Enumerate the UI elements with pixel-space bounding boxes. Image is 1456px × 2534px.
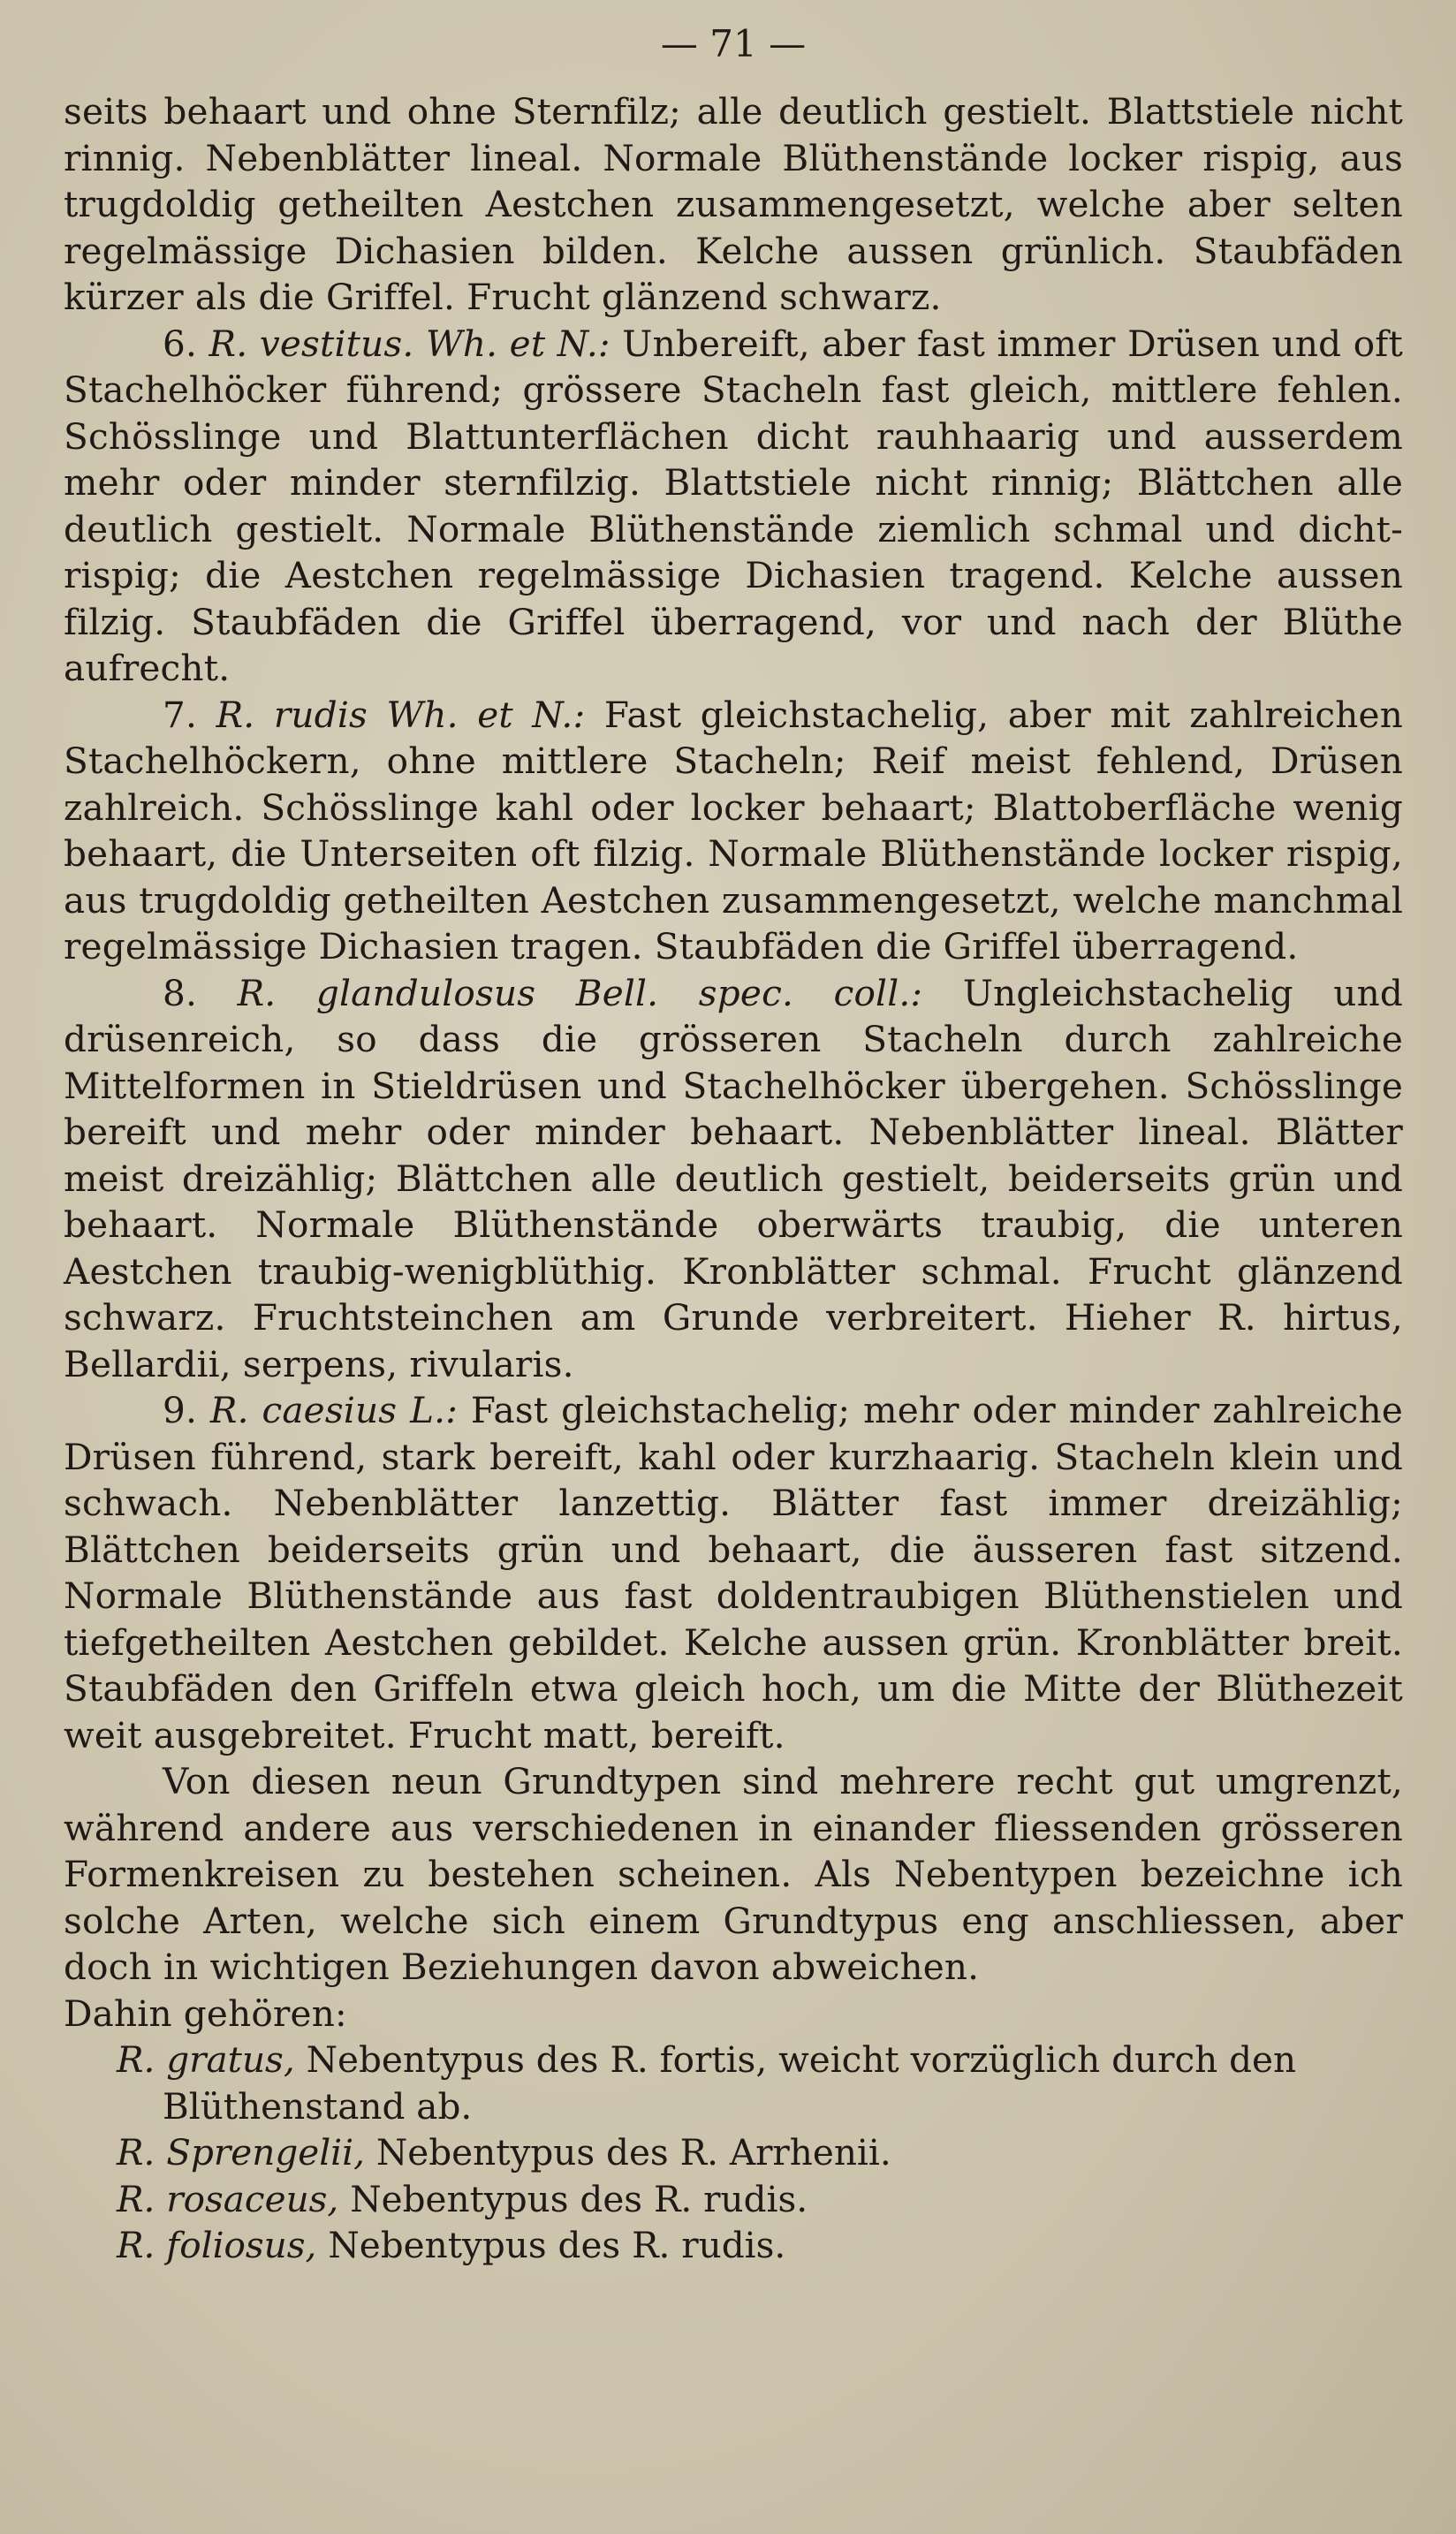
list-item [64, 2037, 1403, 2129]
entry-paragraph [64, 321, 1403, 692]
list-item [64, 2129, 1403, 2176]
entry-number: 7. [163, 693, 198, 736]
list-item-text: Nebentypus des R. rudis. [328, 2224, 786, 2266]
species-name: R. foliosus, [117, 2224, 317, 2266]
list-item [64, 2222, 1403, 2269]
species-name: R. Sprengelii, [117, 2131, 365, 2174]
closing-paragraph: Von diesen neun Grundtypen sind mehrere recht gut umgrenzt, während andere aus verschiedenen in einander fliessenden grösseren Formenkreisen zu bestehen scheinen. Als Nebentypen bezeichne ich solche Arten, welche sich einem Grundtypus eng anschliessen, aber doch in wichtigen Beziehungen davon abweichen. [64, 1760, 1403, 1988]
species-name: R. rudis Wh. et N.: [216, 693, 586, 736]
intro-paragraph: seits behaart und ohne Sternfilz; alle deutlich gestielt. Blattstiele nicht rinnig. Nebenblätter lineal. Normale Blüthenstände locker rispig, aus trugdoldig getheilten Aestchen zusammengesetzt, welche aber selten regelmässige Dichasien bilden. Kelche aussen grünlich. Staubfäden kürzer als die Griffel. Frucht glänzend schwarz. [64, 90, 1403, 318]
entry-number: 8. [163, 971, 198, 1014]
species-name: R. vestitus. Wh. et N.: [209, 322, 610, 365]
species-name: R. caesius L.: [209, 1389, 459, 1431]
entry-number: 9. [163, 1389, 198, 1431]
species-name: R. glandulosus Bell. spec. coll.: [237, 971, 923, 1014]
entry-text: Ungleichstachelig und drüsenreich, so dass die grösseren Stacheln durch zahlreiche Mittelformen in Stieldrüsen und Stachelhöcker übergehen. Schösslinge bereift und mehr oder minder behaart. Nebenblätter lineal. Blätter meist dreizählig; Blättchen alle deutlich gestielt, beiderseits grün und behaart. Normale Blüthenstände oberwärts traubig, die unteren Aestchen traubig-wenigblüthig. Kronblätter schmal. Frucht glänzend schwarz. Fruchtsteinchen am Grunde verbreitert. Hieher R. hirtus, Bellardii, serpens, rivularis. [64, 971, 1403, 1385]
entry-paragraph [64, 1387, 1403, 1758]
list-intro: Dahin gehören: [64, 1992, 347, 2035]
entry-text: Fast gleichstachelig, aber mit zahlreichen Stachelhöckern, ohne mittlere Stacheln; Reif meist fehlend, Drüsen zahlreich. Schösslinge kahl oder locker behaart; Blattoberfläche wenig behaart, die Unterseiten oft filzig. Normale Blüthenstände locker rispig, aus trugdoldig getheilten Aestchen zusammengesetzt, welche manchmal regelmässige Dichasien tragen. Staubfäden die Griffel überragend. [64, 693, 1404, 967]
list-item-text: Nebentypus des R. rudis. [350, 2177, 808, 2220]
species-name: R. gratus, [117, 2038, 295, 2081]
entry-paragraph [64, 970, 1403, 1388]
entry-text: Fast gleichstachelig; mehr oder minder zahlreiche Drüsen führend, stark bereift, kahl oder kurzhaarig. Stacheln klein und schwach. Nebenblätter lanzettig. Blätter fast immer dreizählig; Blättchen beiderseits grün und behaart, die äusseren fast sitzend. Normale Blüthenstände aus fast doldentraubigen Blüthenstielen und tiefgetheilten Aestchen gebildet. Kelche aussen grün. Kronblätter breit. Staubfäden den Griffeln etwa gleich hoch, um die Mitte der Blüthezeit weit ausgebreitet. Frucht matt, bereift. [64, 1389, 1404, 1756]
nebentypen-list [64, 2037, 1403, 2269]
list-item-text: Nebentypus des R. Arrhenii. [375, 2131, 891, 2174]
entry-number: 6. [163, 322, 198, 365]
entry-paragraph [64, 692, 1403, 970]
entry-text: Unbereift, aber fast immer Drüsen und oft Stachelhöcker führend; grössere Stacheln fast gleich, mittlere fehlen. Schösslinge und Blattunterflächen dicht rauhhaarig und ausserdem mehr oder minder sternfilzig. Blattstiele nicht rinnig; Blättchen alle deutlich gestielt. Normale Blüthenstände ziemlich schmal und dicht-rispig; die Aestchen regelmässige Dichasien tragend. Kelche aussen filzig. Staubfäden die Griffel überragend, vor und nach der Blüthe aufrecht. [64, 322, 1403, 689]
species-name: R. rosaceus, [117, 2177, 339, 2220]
list-item [64, 2176, 1403, 2223]
page-number: — 71 — [660, 22, 807, 65]
list-item-text: Nebentypus des R. fortis, weicht vorzüglich durch den Blüthenstand ab. [163, 2038, 1297, 2128]
